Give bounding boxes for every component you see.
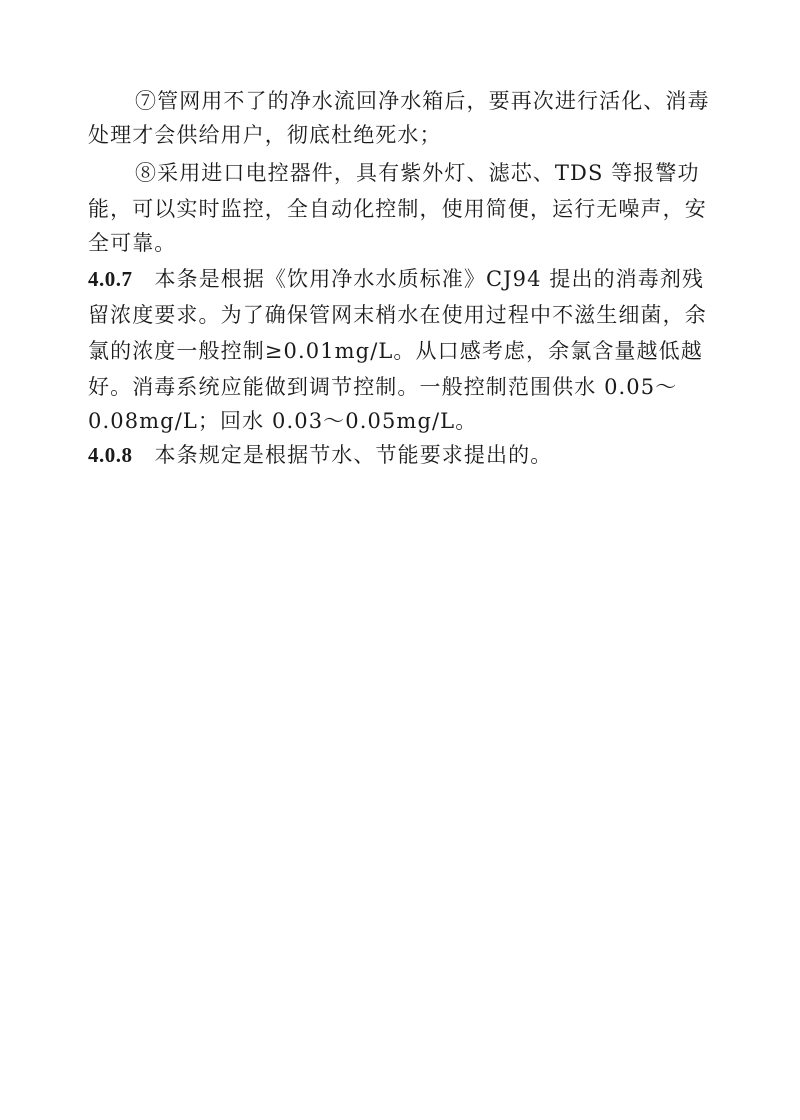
item8-line-3: 全可靠。	[88, 231, 177, 255]
clause-4-0-7-number: 4.0.7	[88, 267, 133, 291]
item7-line-2: 处理才会供给用户，彻底杜绝死水；	[88, 123, 442, 147]
clause-4-0-7-text: 本条是根据《饮用净水水质标准》CJ94 提出的消毒剂残	[154, 267, 705, 291]
item8-line-2: 能，可以实时监控，全自动化控制，使用简便，运行无噪声，安	[88, 197, 707, 221]
clause-4-0-7-line-3: 氯的浓度一般控制≥0.01mg/L。从口感考虑，余氯含量越低越	[88, 339, 703, 363]
clause-4-0-8-text: 本条规定是根据节水、节能要求提出的。	[154, 443, 553, 467]
clause-4-0-7-line-4: 好。消毒系统应能做到调节控制。一般控制范围供水 0.05～	[88, 375, 678, 399]
clause-4-0-7-line-1	[88, 266, 704, 292]
item8-line-1: ⑧采用进口电控器件，具有紫外灯、滤芯、TDS 等报警功	[135, 161, 700, 185]
clause-4-0-8-number: 4.0.8	[88, 443, 133, 467]
item7-line-1: ⑦管网用不了的净水流回净水箱后，要再次进行活化、消毒	[135, 89, 710, 113]
clause-4-0-7-line-5: 0.08mg/L；回水 0.03～0.05mg/L。	[88, 409, 478, 433]
clause-4-0-7-line-2: 留浓度要求。为了确保管网末梢水在使用过程中不滋生细菌，余	[88, 303, 707, 327]
clause-4-0-8-line-1	[88, 442, 552, 468]
